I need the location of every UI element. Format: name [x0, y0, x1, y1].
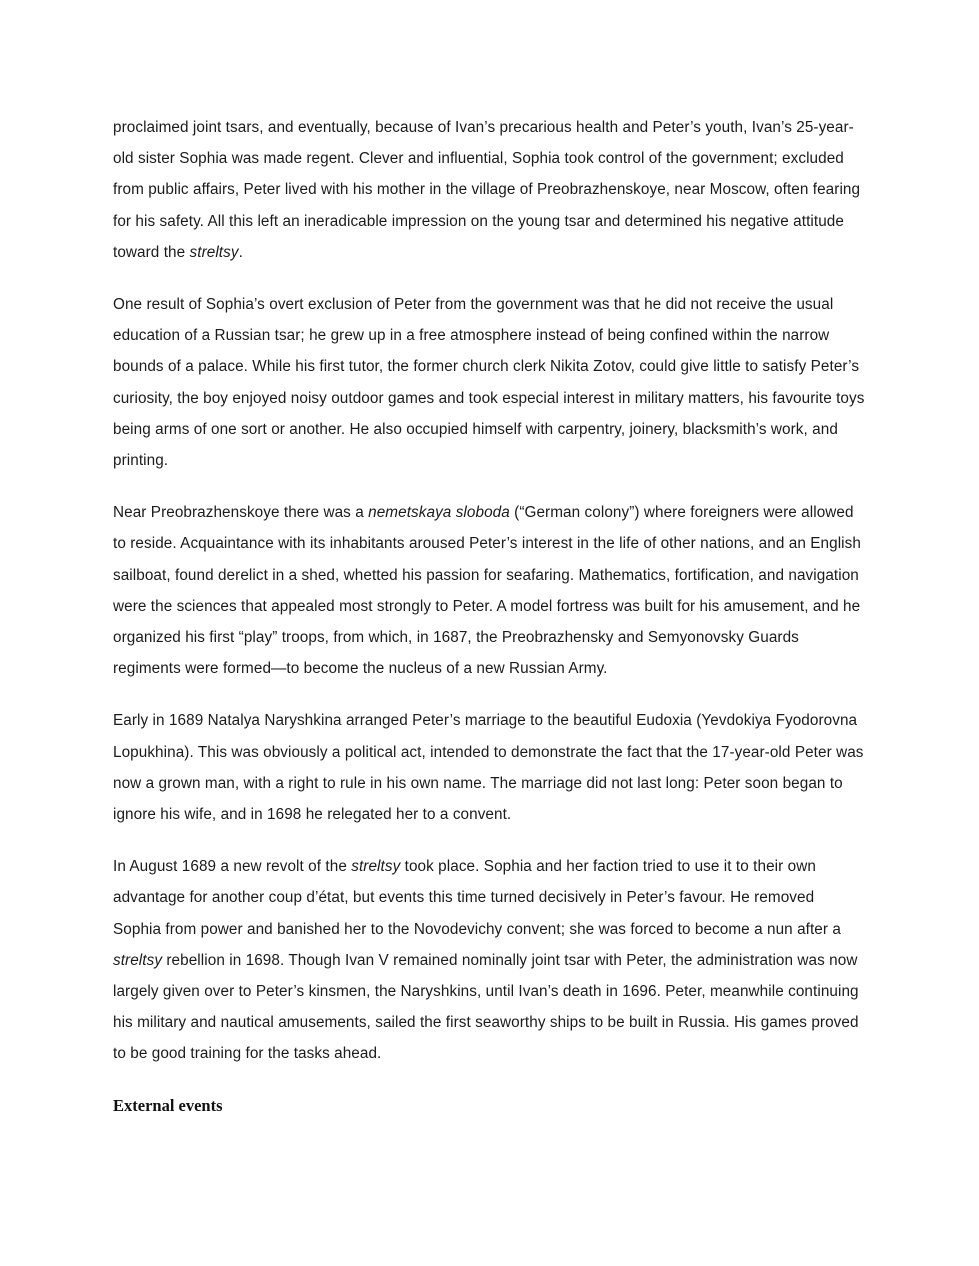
- italic-term: streltsy: [189, 243, 239, 261]
- paragraph: In August 1689 a new revolt of the streltsy took place. Sophia and her faction tried to use it to their own advantage for another coup d’état, but events this time turned decisively in Peter’s favour. He removed Sophia from power and banished her to the Novodevichy convent; she was forced to become a nun after a streltsy rebellion in 1698. Though Ivan V remained nominally joint tsar with Peter, the administration was now largely given over to Peter’s kinsmen, the Naryshkins, until Ivan’s death in 1696. Peter, meanwhile continuing his military and nautical amusements, sailed the first seaworthy ships to be built in Russia. His games proved to be good training for the tasks ahead.: [113, 858, 859, 1063]
- paragraph-list: [113, 112, 866, 1070]
- paragraph: One result of Sophia’s overt exclusion of Peter from the government was that he did not receive the usual education of a Russian tsar; he grew up in a free atmosphere instead of being confined within the narrow bounds of a palace. While his first tutor, the former church clerk Nikita Zotov, could give little to satisfy Peter’s curiosity, the boy enjoyed noisy outdoor games and took especial interest in military matters, his favourite toys being arms of one sort or another. He also occupied himself with carpentry, joinery, blacksmith’s work, and printing.: [113, 296, 865, 470]
- paragraph: proclaimed joint tsars, and eventually, because of Ivan’s precarious health and Peter’s youth, Ivan’s 25-year-old sister Sophia was made regent. Clever and influential, Sophia took control of the government; excluded from public affairs, Peter lived with his mother in the village of Preobrazhenskoye, near Moscow, often fearing for his safety. All this left an ineradicable impression on the young tsar and determined his negative attitude toward the streltsy.: [113, 119, 861, 261]
- paragraph: Near Preobrazhenskoye there was a nemetskaya sloboda (“German colony”) where foreigners were allowed to reside. Acquaintance with its inhabitants aroused Peter’s interest in the life of other nations, and an English sailboat, found derelict in a shed, whetted his passion for seafaring. Mathematics, fortification, and navigation were the sciences that appealed most strongly to Peter. A model fortress was built for his amusement, and he organized his first “play” troops, from which, in 1687, the Preobrazhensky and Semyonovsky Guards regiments were formed—to become the nucleus of a new Russian Army.: [113, 504, 861, 678]
- section-heading: External events: [113, 1095, 223, 1115]
- italic-term: streltsy: [351, 858, 401, 876]
- italic-term: nemetskaya sloboda: [368, 504, 510, 522]
- paragraph: Early in 1689 Natalya Naryshkina arranged Peter’s marriage to the beautiful Eudoxia (Yevdokiya Fyodorovna Lopukhina). This was obviously a political act, intended to demonstrate the fact that the 17-year-old Peter was now a grown man, with a right to rule in his own name. The marriage did not last long: Peter soon began to ignore his wife, and in 1698 he relegated her to a convent.: [113, 712, 864, 824]
- italic-term: streltsy: [113, 951, 163, 969]
